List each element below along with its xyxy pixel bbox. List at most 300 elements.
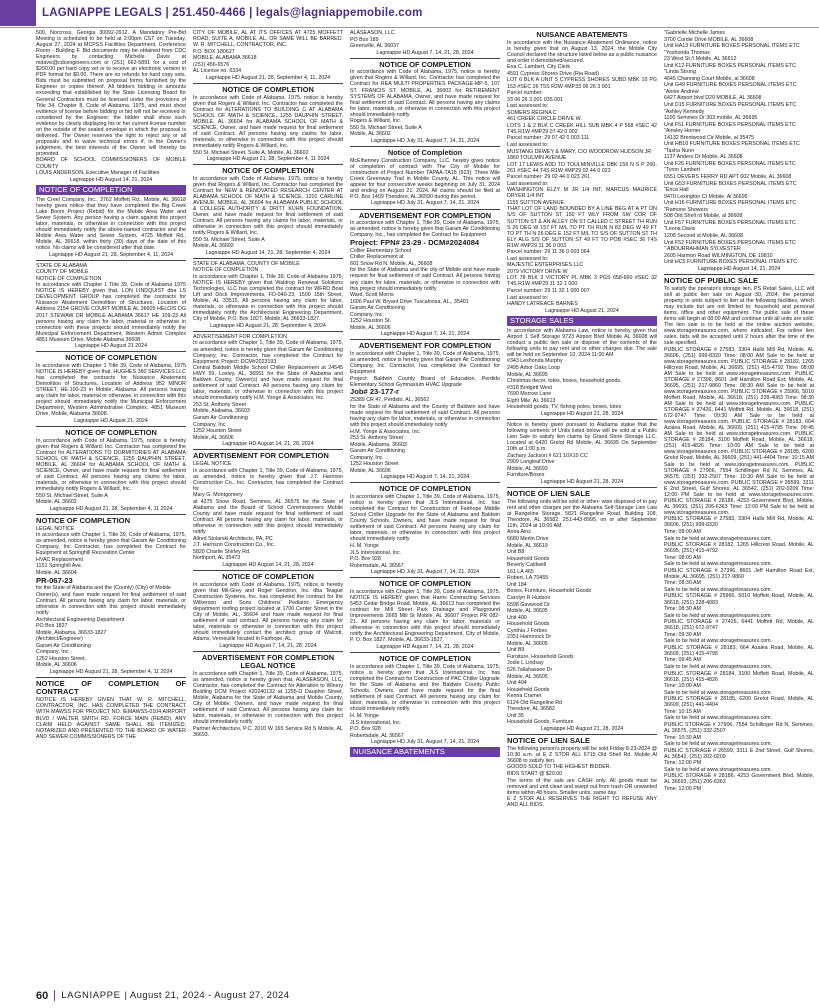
notice-heading: NOTICE OF COMPLETION OF CONTRACT <box>36 679 186 697</box>
notice-text: Time: 08:00 AM <box>664 529 701 536</box>
notice-text: Partner Architecture, P.C. 2010 W 165 Service Rd S Mobile, AL 36693. <box>193 726 343 739</box>
notice-text: (251) 456-6576 <box>193 61 230 68</box>
run-dates: Lagniappe HD August 21, 2024 <box>74 417 148 424</box>
notice-text: Kenna Cramer <box>507 693 542 700</box>
notice-heading: Notice of Completion <box>387 147 463 157</box>
notice-text: PUBLIC STORAGE # 27426, 6441 Moffett Rd, Mobile, AL 36618, (251) 672-9747 <box>664 619 814 632</box>
notice-text: MOBILE, ALABAMA 36618 <box>193 55 257 62</box>
notice-text: In accordance with Chapter 1, Title 39, Code of Alabama, 1975, as amended, notice is hereby given that Garam Air Conditioning Company, Inc., has completed the Contract for Equipment <box>350 220 500 239</box>
notice-text: Mobile, Alabama, 36603 <box>350 441 407 448</box>
column-2 <box>193 30 343 980</box>
notice-text: Sale to be held at www.storagetreasures.com. <box>664 535 773 542</box>
notice-text: Last assessed to: <box>507 294 549 301</box>
notice-heading: NOTICE OF COMPLETION <box>222 84 314 94</box>
notice-text: LOTS 1 & 2 BLK C CREEK HILL SUB MBK 4 P 568 #SEC 42 T4S R1W #MP29 07 42 0 002 <box>507 122 657 135</box>
notice-text: Eight Mile, AL 36613 <box>507 397 556 404</box>
notice-text: #343 Leshonda Murphy <box>507 358 563 365</box>
notice-text: "Ashley Kennedy <box>664 108 705 115</box>
notice-heading: NOTICE OF LIEN SALE <box>507 735 591 745</box>
notice-text: 23 West St // Mobile, AL 36612 <box>664 56 737 63</box>
notice-text: Collier Elementary School <box>350 247 411 254</box>
notice-heading: NOTICE OF COMPLETION <box>379 59 471 69</box>
notice-text: PO Box 189 <box>350 36 379 43</box>
notice-divider <box>193 331 343 332</box>
notice-text: Mobile, Alabama, 36603 <box>193 408 250 415</box>
notice-text: Unit F52 FURNITURE BOXES PERSONAL ITEMS ETC <box>664 239 796 246</box>
notice-text: 550 St. Michael Street, Suite A <box>350 124 422 131</box>
notice-text: PO Box 1827 <box>36 623 68 630</box>
notice-text: "Ainsley Horner <box>664 128 701 135</box>
notice-divider <box>350 58 500 59</box>
notice-divider <box>507 734 657 735</box>
notice-text: Unit 184 <box>507 581 527 588</box>
notice-text: 161 LA 465 <box>507 568 534 575</box>
notice-text: Unit G49 FURNITURE BOXES PERSONAL ITEMS ETC <box>664 82 797 89</box>
notice-text: PUBLIC STORAGE # 28182, 1265 Hillcrest Road, Mobile, AL 36695, (251) 415-4792 <box>664 542 814 555</box>
notice-text: BIDS START @ $20.00 <box>507 771 563 778</box>
notice-text: The following units will be sold or other- wise disposed of to pay rent and other charges per the Alabama Self-Storage Lien Law at Rangeline Storage, 5821 Rangeline Road, Building 108, Theodore, AL 36582, 251-443-8995, on or after September 11th, 2024 at 10:00 AM. <box>507 498 657 529</box>
notice-text: 6551 DEVERS FERRY RD APT 602 Mobile, AL 36608 <box>664 174 792 181</box>
notice-text: GOODS SOLD TO THE HIGHEST BIDDER. <box>507 764 612 771</box>
notice-text: Unit D15 FURNITURE BOXES PERSONAL ITEMS ETC <box>664 102 797 109</box>
notice-text: Time: 10:15 AM <box>664 708 701 715</box>
notice-heading: PR-067-23 <box>36 575 73 585</box>
notice-text: The following person's property will be sold Friday 8-23-2024 @ 10:30 a.m. at E Z STOR ALL 6715 Old Shell Rd. Mobile Al 36608 to satisfy lien. <box>507 745 657 764</box>
notice-text: CITY OF MOBILE, AL AT ITS OFFICES AT 4725 MOFFETT ROAD, SUITE A, MOBILE, AL. OR SAME WILL BE BARRED. W. R. MITCHELL, CONTRACTOR, INC. <box>193 30 343 49</box>
notice-text: PUBLIC STORAGE # 26599, 3311 E 2nd Street, Gulf Shores, AL 36542, (251) 202-0209 <box>664 747 814 760</box>
notice-text: Jodie L Lindsay <box>507 660 544 667</box>
notice-text: Time: 09:30 AM <box>664 631 701 638</box>
run-dates: Lagniappe HD August 14, 21, 28, September 4, 2024 <box>205 249 331 256</box>
notice-text: 5820 Charlie Shirley Rd. <box>193 548 251 555</box>
notice-text: Sale to be held at www.storagetreasures.com. <box>664 664 773 670</box>
page-header <box>0 0 819 26</box>
notice-text: NOTICE IS HEREBY GIVEN THAT W. R. MITCHELL, CONTRACTOR, INC. HAS COMPLETED THE CONTRACT WITH MAWSS FOR PROJECT NO. IEMAWSS-0104 AIRPORT BLVD / WALTER SMITH RD. FORCE MAIN (REBID). ANY CLAIM HELD AGAINST SAME SHALL BE ITEMIZED, NOTARIZED AND PRESENTED TO THE BOARD OF WATER AND SEWER COMMISSIONERS OF THE <box>36 697 186 740</box>
notice-text: In accordance with Code of Alabama, 1975, notice is hereby given that Rogers & Willard, Inc. Contractor has completed the Contract for ALTERATIONS TO BUILDING C AT ALABAMA SCHOOL OF MATH & SCIENCE, 1255 DAUPHIN STREET, MOBILE, AL 36604 for ALABAMA SCHOOL OF MATH & SCIENCE, Owner, and have made request for final settlement of said Contract. All persons having any claims for labor, materials, or otherwise in connection with this project should immediately notify Rogers & Willard, Inc. <box>193 94 343 149</box>
notice-text: Time: 12:00 PM <box>664 785 702 792</box>
header-text: LAGNIAPPE LEGALS | 251.450-4466 | legals@lagniappemobile.com <box>42 7 423 19</box>
notice-divider <box>507 487 657 488</box>
notice-divider <box>36 351 186 352</box>
notice-text: 2605 Harmon Road WILMINGTON, DE 19810 <box>664 252 773 259</box>
notice-heading: NOTICE OF COMPLETION <box>379 653 471 663</box>
notice-text: Mobile, AL 36605 <box>507 640 548 647</box>
notice-text: PUBLIC STORAGE # 27396, 8601 Jeff Hamilton Road Ext, Mobile, AL 36695, (251) 217-9860 <box>664 567 814 580</box>
notice-text: McElhenney Construction Company, LLC. hereby gives notice of completion of contract with The City of Mobile for construction of Project Number TAPAA-TA18 (923): Three Mile Creek Greenway Trail in Mobile County, AL. This notice will appear for four consecutive weeks beginning on July 31, 2024 and ending on August 21, 2024. All claims should be filed at P.O. Box 1409 Theodore, AL 36590 during this period. <box>350 157 500 200</box>
notice-text: #318 Bridgett West <box>507 384 552 391</box>
run-dates: Lagniappe HD August 7, 14, 21, 2024 <box>380 331 470 338</box>
notice-text: Mobile, AL 36606 <box>350 467 391 474</box>
notice-text: 1860 TOULMIN AVENUE <box>507 155 567 162</box>
notice-divider <box>350 209 500 210</box>
notice-text: Sale to be held at www.storagetreasures.com. <box>664 741 773 748</box>
notice-text: Household Goods <box>507 555 550 562</box>
notice-text: P.O. BOX 180627 <box>193 48 235 55</box>
notice-text: Christmas decor, totes, boxes, household goods. <box>507 378 622 385</box>
notice-text: Anna Ainz <box>507 529 531 536</box>
notice-text: In accordance with Chapter 1, Title 39, Code of Alabama 1975, NOTICE IS HEREBY given that Waldrop Renewal Solutions Technologies, LLC has completed the contract for WFRD Boat Lift and Dock Improvements, FD-040-23, 1500 15th Street, Mobile, AL 33515. All persons having any claim for labor, materials, or otherwise in connection with this project should immediately notify the Architectural Engineering Department, City of Mobile, P.O. Box 1827, Mobile, AL 36633-1827. <box>193 274 343 323</box>
notice-text: PUBLIC STORAGE # 28184, 3100 Moffett Road, Mobile, AL 36618, (251) 415-4826 <box>664 670 814 683</box>
notice-divider <box>193 83 343 84</box>
notice-text: Mobile, AL 36606 <box>193 434 234 441</box>
notice-text: Mobile, AL 36693 <box>507 465 548 472</box>
notice-text: 1151 Springhill Ave. <box>36 563 83 570</box>
notice-text: 6598 Gavwood Dr <box>507 601 550 608</box>
notice-text: Sale to be held at www.storagetreasures.com. <box>664 689 773 696</box>
notice-text: Last assessed to: <box>507 255 549 262</box>
notice-text: In accordance with Chapter 1 Title 39, Code of Alabama, 1975 NOTICE IS HEREBY given that, HUGHES 360 SERVICES LLC has completed the contracts for Nuisance Abatement Demolition of Structures, Location of Address 952 MINOR STREET, HE-100-23 in Mobile, Alabama. All persons having any claim for labor, material or otherwise, in connection with this project should immediately notify the Municipal Enforcement Department, Western Administrative Complex, 4851 Museum Drive, Mobile, Alabama 36608. <box>36 363 186 418</box>
notice-text: Time: 09:45 AM <box>664 657 701 664</box>
notice-text: HANDY LATREACE BARNES <box>507 301 578 308</box>
notice-text: Mobile, AL 36619 <box>507 542 548 549</box>
notice-text: In accordance with Chapter 1, Title 39, Code of Alabama, 1975, as amended, notice is hereby given that Garam Air Conditioning Company, Inc Contractor, has completed the Contract for Equipment at Springhill Recreation Center <box>36 532 186 557</box>
notice-text: 1252 Houston St. <box>350 318 391 325</box>
notice-text: Parcel number: <box>507 90 543 97</box>
notice-text: Unit 404 <box>507 680 527 687</box>
notice-text: 1252 Houston Street, <box>36 655 87 662</box>
notice-text: MAJESTIC ENTERPRISES LLC <box>507 262 584 269</box>
notice-text: In accordance with Chapter 1, Title 39, Code of Alabama, 1975, as amended, notice is hereby given that Garam Air Conditioning Company, Inc. Contractor, has completed the Contract for Equipment <box>350 351 500 376</box>
run-dates: Lagniappe HD August 7, 14, 21, 2024 <box>380 474 470 481</box>
notice-text: In accordance with Chapter 1, Title 39, Code of Alabama, 1975, as amended, notice is hereby given that J.T. Harrison Construction Co., Inc. Contractor, has completed the Contract for <box>193 467 343 492</box>
notice-text: SOMERS REGINA C <box>507 109 557 116</box>
notice-text: Unit 35 <box>507 712 524 719</box>
notice-text: Mobile, AL 36606 <box>36 662 77 669</box>
notice-text: for the State of Alabama and the Baldwin County Public Schools, Owners, and have made request for the final settlement of said Contract. All persons having any claim for labor, materials, or otherwise in connection with this project should immediately notify <box>350 682 500 713</box>
notice-text: Garam Air Conditioning <box>350 305 405 312</box>
run-dates: Lagniappe HD August 7, 14, 21, 28, 2024 <box>219 642 317 649</box>
notice-text: Mobile, AL 36604 <box>36 569 77 576</box>
notice-text: (Architect/Engineer) <box>36 636 83 643</box>
footer-masthead: LAGNIAPPE <box>61 990 121 1001</box>
notice-text: Unit F57 FURNITURE BOXES PERSONAL ITEMS ETC <box>664 219 796 226</box>
notice-text: In accordance with Chapter 1 Title 39, Code of Alabama 1975 NOTICE IS HEREBY given that, LON LINDQUIST dba LS DEVELOPMENT GROUP has completed the contracts for Nuisance Abatement Demolition of Structures, Location of Address 2154 GROVE COURT MOBILE AL 36605 HELOIS DG 2017 STEWAW DR MOBILE ALABAMA 36617 HE 109-23 All persons having any claim for labor, material or otherwise in connection with these projects should immediately notify the Municipal Enforcement Department, Western Admin Complex 4851 Museum Drive, Mobile Alabama 36608 <box>36 282 186 343</box>
run-dates: Lagniappe HD August 14, 21, 2024 <box>69 176 153 183</box>
notice-text: 3700 Cordie Drive MOBILE, AL 36608 <box>664 36 754 43</box>
run-dates: Lagniappe HD August 21, 28, September 4, 11, 2024 <box>48 251 174 258</box>
notice-text: Boxes, Furniture, Household Goods <box>507 588 592 595</box>
notice-text: Time: 08:00 AM <box>664 554 701 561</box>
notice-text: Sale to be held at www.storagetreasures.com. <box>664 715 773 722</box>
notice-text: 14132 Brentwood Cir Mobile, al 35475 <box>664 134 755 141</box>
notice-text: "Tasha Nunn <box>664 147 695 154</box>
notice-text: Mobile, AL 36602 <box>193 243 234 250</box>
notice-text: AL License no. 6334 <box>193 68 242 75</box>
notice-text: ALASEASON, LLC <box>350 30 395 36</box>
notice-text: 1100 Semmes Dr 303 mobile, AL 36695 <box>664 115 758 122</box>
notice-text: 4591 Cypress Shores Drive (Ria Road) <box>507 70 599 77</box>
notice-text: In accordance with Code of Alabama, 1975, notice is hereby given that Mil-Grey and Roger Gendron, Inc. dba Teague Construction Systems, Inc. has completed the contract for the Wilkerson and Sons Childrens' Pediatric Emergency department roofing project located at 1700 Center Street in the City of Mobile, AL, 36604 and have made request for final settlement of said contract. All persons having any claim for labor, materials or otherwise in connection with this project should immediately contact the architect group of Walcott, Adams, Verneuille located in Fairhope, AL. <box>193 581 343 643</box>
column-4 <box>507 30 657 980</box>
notice-text: for the State of Alabama and the (County) (City) of Mobile <box>36 585 171 592</box>
notice-text: 4645 Channing Court Mobile, al 36608 <box>664 75 755 82</box>
notice-heading: NOTICE OF COMPLETION <box>222 571 314 581</box>
notice-text: Parcel number: 29 11 32 1 000 007 <box>507 288 590 295</box>
notice-text: Time: 10:00 AM <box>664 683 701 690</box>
notice-text: Last assessed to: <box>507 141 549 148</box>
page-number: 60 <box>36 989 49 1002</box>
notice-text: In accordance with Code of Alabama, 1975, notice is hereby given that Rogers & Willard, Inc. Contractor has completed the Contract for ALTERATIONS TO DORMITORIES AT ALABAMA SCHOOL OF MATH & SCIENCE, 1255 DAUPHIN STREET, MOBILE, AL 36604 for ALABAMA SCHOOL OF MATH & SCIENCE, Owner, and have made request for final settlement of said Contract. All persons having any claims for labor, materials, or otherwise in connection with this project should immediately notify Rogers & Willard, Inc. <box>36 437 186 493</box>
notice-text: 2079 VICTORY DRIVE W <box>507 268 568 275</box>
notice-text: Unit B9 <box>507 647 525 654</box>
notice-divider <box>350 339 500 340</box>
notice-text: Sale to be held at www.storagetreasures.com. <box>664 638 773 645</box>
notice-text: "Linda Strong <box>664 69 696 76</box>
section-banner: NUISANCE ABATEMENTS <box>350 747 500 757</box>
notice-text: "Erica Hall <box>664 187 689 194</box>
notice-divider <box>507 419 657 420</box>
footer-date: | August 21, 2024 - August 27, 2024 <box>124 990 290 1001</box>
notice-text: "Annie Andrew <box>664 88 699 95</box>
run-dates: Lagniappe HD August 7, 14, 21, 28, 2024 <box>376 49 474 56</box>
notice-text: Mary G. Montgomery <box>193 492 243 499</box>
notice-text: 1252 Houston Street <box>193 428 242 435</box>
notice-text: H.M. Yonge & Associates, Inc. <box>350 428 421 435</box>
notice-text: JLS International, Inc. <box>350 719 402 726</box>
notice-text: Unit HB10 FURNITURE BOXES PERSONAL ITEMS ETC <box>664 141 800 148</box>
run-dates: Lagniappe HD July 31, August 7, 14, 21, 2024 <box>370 200 480 207</box>
notice-text: Furniture, Household Goods <box>507 653 574 660</box>
notice-text: Robertsdale, AL 36567 <box>350 562 404 569</box>
notice-text: Greenville, AL 36037 <box>350 43 399 50</box>
run-dates: Lagniappe HD August 14, 21, 28, 2024 <box>222 441 314 448</box>
notice-text: Company, Inc. <box>350 311 384 318</box>
column-3 <box>350 30 500 980</box>
notice-text: 33 06 26 3 001 035.001 <box>507 96 563 103</box>
notice-text: LEGAL NOTICE <box>36 525 75 532</box>
notice-text: Sale to be held at www.storagetreasures.com. <box>664 561 773 568</box>
notice-text: Parcel number: 29 02 44 0 023 261 <box>507 174 591 181</box>
notice-text: Owner(s), and have made request for final settlement of said Contract. All persons having any claim for labor, materials, or otherwise in connection with this project should immediately notify <box>36 591 186 617</box>
notice-divider <box>36 514 186 515</box>
run-dates: Lagniappe HD August 21, 28, 2024 <box>540 725 624 732</box>
column-1 <box>36 30 186 980</box>
notice-text: In accordance with Code of Alabama, 1975, notice is hereby given that Rogers & Willard, Inc. Contractor has completed the Contract for NEW & RENOVATED RESEARCH CENTER AT ALABAMA SCHOOL OF MATH & SCIENCE, 1201 CARLINE AVENUE, MOBILE, AL 36604 for ALABAMA PUBLIC SCHOOL & COLLEGE AUTHORITY & DRITT KUHN FOUNDATION, Owner, and have made request for final settlement of said Contract. All persons having any claims for labor, materials, or otherwise in connection with this project should immediately notify Rogers & Willard, Inc. <box>193 175 343 237</box>
notice-divider <box>193 258 343 259</box>
notice-text: 1137 Anders Dr Mobile, AL 36608 <box>664 154 743 161</box>
notice-text: Household Goods <box>507 621 550 628</box>
notice-text: Cynthia J Forbes <box>507 627 548 634</box>
notice-heading: ADVERTISEMENT FOR COMPLETION <box>358 210 492 220</box>
notice-text: Zachary Jackson # 621 10X10 CC <box>507 452 588 459</box>
notice-text: Unit K12 FURNITURE BOXES PERSONAL ITEMS ETC <box>664 62 796 69</box>
notice-text: In accordance with Chapter 1, Title 39, Code of Alabama, 1975, as amended, notice is hereby given that Garam Air Conditioning Company, Inc. Contractor, has completed the Contract for Equipment; Project: DCM#2023193 <box>193 340 343 365</box>
notice-text: 2909 Longleaf Drive <box>507 459 555 466</box>
notice-heading: ADVERTISEMENT FOR COMPLETION <box>358 341 492 351</box>
notice-text: In accordance with Chapter 1, Title 39, Code of Alabama, 1975, notice is hereby given that JLS International, Inc. has completed the Contract for Construction of Fairhope Middle School Chiller Upgrade for the State of Alabama and Baldwin County Schools, Owners, and have made request for final settlement of said Contract. All persons having any claim for labor, materials, or otherwise in connection with this project should immediately notify <box>350 494 500 543</box>
legal-notices-columns <box>36 30 816 980</box>
notice-text: 2495 Arbor Oaks Loop <box>507 365 561 371</box>
run-dates: Lagniappe HD August 21, 28, 2024 <box>540 410 624 417</box>
notice-divider <box>350 577 500 578</box>
notice-text: 500, Norcross, Georgia 30092-2912. A Mandatory Pre-Bid Meeting is scheduled to be held at 2:00pm CST on Tuesday, August 27, 2024 at MCPSS Facilities Department, Conference Room - Building F. Bid documents may be obtained from CDC Engineers by contacting Michelle Davis at mdavis@cdcengineers.com or (251) 662-5891 for a cost of $200.00 per hard copy set or to receive an electronic version in PDF format for $0.00. There are no refunds for hard copy sets. Bids must be submitted on proposal forms furnished by the Engineer or copies thereof. All bidders bidding in amounts exceeding that established by the State Licensing Board for General Contractors must be licensed under the provisions of Title 34, Chapter 8, Code of Alabama, 1975, and must show evidence of license before bidding or bid will not be received or considered by the Engineer; the bidder shall show such evidence by clearly displaying his or her current license number on the outside of the sealed envelope in which the proposal is delivered. The Owner reserves the right to reject any or all proposals and to waive technical errors if, in the Owner's judgement, the best interests of the Owner will thereby be promoted. <box>36 30 186 157</box>
notice-text: Unit G53 FURNITURE BOXES PERSONAL ITEMS ETC <box>664 180 797 187</box>
notice-text: Unit HC5 FURNITURE BOXES PERSONAL ITEMS ETC <box>664 259 798 266</box>
notice-text: Mobile, AL 36605 <box>507 673 548 680</box>
notice-divider <box>350 482 500 483</box>
page-footer <box>0 983 819 1008</box>
notice-text: Unit B8 <box>507 549 525 556</box>
notice-text: PUBLIC STORAGE # 28185, 6200 Grelot Road, Mobile, AL 36609, (251) 441-4404 <box>664 696 814 709</box>
notice-text: Unit F51 FURNITURE BOXES PERSONAL ITEMS ETC <box>664 121 796 128</box>
notice-text: J.T. Harrison Construction Co., Inc. <box>193 542 276 549</box>
column-5 <box>664 30 814 980</box>
notice-heading: NOTICE OF COMPLETION <box>379 484 471 494</box>
notice-text: 601 Snow Rd N, Mobile, AL, 36608 <box>350 260 433 267</box>
notice-subheading: LEGAL NOTICE <box>240 661 296 671</box>
notice-text: 508 Old Shell rd Mobile, al 36608 <box>664 213 743 220</box>
notice-text: Central Baldwin Middle School Chiller Replacement at 24545 HWY 59, Loxley, AL, 36551 for the State of Alabama and Baldwin County, Owner(s) and have made request for final settlement of said Contract. All persons having any claim for labor, materials, or otherwise in connection with this project should immediately notify H.M. Yonge & Associates, Inc. <box>193 365 343 402</box>
notice-text: NOTICE OF COMPLETION <box>193 267 259 274</box>
notice-text: Mobile, AL 36602 <box>36 499 77 506</box>
notice-text: E Z STOR ALL RESERVES THE RIGHT TO REFUSE ANY AND ALL BIDS. <box>507 796 657 809</box>
run-dates: Lagniappe HD August 21, 28, 2024 <box>540 478 624 485</box>
notice-text: Architectural Engineering Department <box>36 616 125 623</box>
notice-text: Last assessed to: <box>507 103 549 110</box>
notice-text: 253 St. Anthony Street <box>350 435 404 442</box>
notice-text: Ward, Scott Morris <box>350 292 394 299</box>
notice-text: 25389 CR 47, Perdido, AL, 36562 <box>350 397 430 404</box>
notice-text: NOTICE OF COMPLETION <box>36 275 102 282</box>
notice-text: MUSTANG DEWEY & MARY, C/O WOODROW HUDSON JR <box>507 148 652 155</box>
notice-text: 550 St. Michael Street, Suite A <box>36 492 108 499</box>
notice-text: 461 CREEK CIRCLE DRIVE W. <box>507 116 582 123</box>
run-dates: Lagniappe HD August 21 2024 <box>74 343 148 350</box>
notice-text: Theodore, AL 36582 <box>507 706 555 713</box>
notice-text: JLS International, Inc. <box>350 549 402 556</box>
notice-heading: ADVERTISEMENT FOR COMPLETION <box>201 652 335 662</box>
notice-text: Company, Inc. <box>193 421 227 428</box>
notice-text: Time: 08:30 AM <box>664 580 701 587</box>
notice-text: Chiller Replacement at <box>350 254 404 261</box>
notice-text: Time: 08:30 AM <box>664 606 701 613</box>
notice-text: LEGAL NOTICE <box>193 461 232 468</box>
notice-text: To satisfy the operator's storage lien, PS Retail Sales, LLC will sell at public lien sale on August 30, 2024, the personal property in units subject to lien at the following facilities, which may include but are not limited to: household and personal items, office and other equipment. The public sale of these items will begin at 08:00 AM and continue until all units are sold. The lien sale is to be held at the online auction website, www.storagetreasures.com, where indicated. For online lien sales, bids will be accepted until 2 hours after the time of the sale specified. <box>664 285 814 347</box>
notice-text: Furniture/Boxes <box>507 472 545 479</box>
notice-heading: NOTICE OF COMPLETION <box>65 353 157 363</box>
section-banner: STORAGE SALES <box>507 316 657 326</box>
notice-text: P.O. Box 928 <box>350 556 381 563</box>
notice-text: Sale to be held at www.storagetreasures.com. <box>664 766 773 773</box>
run-dates: Lagniappe HD August 21, 28, September 4, 11, 2024 <box>205 74 331 81</box>
notice-heading: Project: FPN# 23-29 - DCM#2024084 <box>350 237 480 247</box>
notice-text: In accordance with the Nuisance Abatement Ordinance, notice is hereby given that on August 13, 2024, the Mobile City Council declared the structure listed below as a public nuisance and order it demolished/secured. <box>507 39 657 64</box>
notice-text: STATE OF ALABAMA, COUNTY OF MOBILE <box>193 260 300 267</box>
notice-text: PUBLIC STORAGE # 27583, 3304 Halls Mill Rd, Mobile, AL 36606, (251) 999-8320 Time: 08:00 AM Sale to be held at www.storagetreasures.com. PUBLIC STORAGE # 28182, 1265 Hillcrest Road, Mobile, AL 36695, (251) 415-4792 Time: 08:00 AM Sale to be held at www.storagetreasures.com. PUBLIC STORAGE # 27396, 8601 Jeff Hamilton Road Ext, Mobile, AL 36695, (251) 217-9860 Time: 08:30 AM Sale to be held at www.storagetreasures.com. PUBLIC STORAGE # 25966, 5010 Moffett Road, Mobile, AL 36618, (251) 228-4083 Time: 08:30 AM Sale to be held at www.storagetreasures.com. PUBLIC STORAGE # 27426, 6441 Moffett Rd, Mobile, AL 36618, (251) 672-9747 Time: 09:30 AM Sale to be held at www.storagetreasures.com. PUBLIC STORAGE # 28183, 664 Azalea Road, Mobile, AL 36609, (251) 415-4795 Time: 09:45 AM Sale to be held at www.storagetreasures.com. PUBLIC STORAGE # 28184, 3100 Moffett Road, Mobile, AL 36618, (251) 415-4826 Time: 10:00 AM Sale to be held at www.storagetreasures.com. PUBLIC STORAGE # 28185, 6200 Grelot Road, Mobile, AL 36609, (251) 441-4404 Time: 10:15 AM Sale to be held at www.storagetreasures.com. PUBLIC STORAGE # 27906, 7554 Schillinger Rd N, Semmes, AL 36575, (251) 332-2507 Time: 10:30 AM Sale to be held at www.storagetreasures.com. PUBLIC STORAGE # 26599, 3311 E 2nd Street, Gulf Shores, AL 36542, (251) 202-0209 Time: 12:00 PM Sale to be held at www.storagetreasures.com. PUBLIC STORAGE # 28186, 4253 Government Blvd, Mobile, AL 36693, (251) 206-6363 Time: 12:00 PM Sale to be held at www.storagetreasures.com. <box>664 346 814 516</box>
notice-text: Garam Air Conditioning <box>193 415 248 422</box>
notice-text: 6427 Airport blvd D20 MOBILE, AL 36608 <box>664 95 762 102</box>
notice-text: Last assessed to: <box>507 180 549 187</box>
notice-text: Northport, AL 35473 <box>193 555 241 562</box>
notice-divider <box>36 426 186 427</box>
notice-text: PUBLIC STORAGE # 25966, 5010 Moffett Road, Mobile, AL 36618, (251) 228-4083 <box>664 593 814 606</box>
run-dates: Lagniappe HD August 21, 28, September 4, 11 2024 <box>49 505 173 512</box>
notice-text: Robert, LA 70455 <box>507 575 549 582</box>
notice-text: Project: Baldwin County Board of Education, Perdido Elementary School Gymnasium HVAC Upgrade <box>350 375 500 388</box>
notice-text: PUBLIC STORAGE # 28186, 4253 Government Blvd, Mobile, AL 36693, (251) 206-6363 <box>664 773 814 786</box>
notice-heading: NOTICE OF COMPLETION <box>222 166 314 176</box>
run-dates: Lagniappe HD July 31, August 7, 14, 21, 2024 <box>370 739 480 746</box>
notice-text: LOT 6 BLK A UNIT 5 CYPRESS SHORES SUBD MBK 10 PG 153 #SEC 26 T5S R2W #MP33 06 26 3 001 <box>507 77 657 90</box>
notice-text: Parcel number: 29 11 36 0 003 064 <box>507 249 590 256</box>
notice-divider <box>664 274 814 275</box>
notice-divider <box>36 677 186 678</box>
run-dates: Lagniappe HD July 31, August 7, 14, 21, 2024 <box>370 569 480 576</box>
run-dates: Lagniappe HD August 7, 14, 21, 28, 2024 <box>376 643 474 650</box>
notice-text: 1252 Houston Street <box>350 461 399 468</box>
notice-text: In accordance with Chapter 1, Title 39, Code of Alabama, 1975, NOTICE IS HEREBY given that Harris Contracting Services 5453 Cedar Bridge Road, Mobile, AL 36613 has completed the contract for Mill Street Park Drainage and Playground Improvements 2665 Mill St Mobile, AL 36607 Project PR 082-21. All persons having any claim for labor, materials or otherwise in connection with this project should immediately notify the Architectural Engineering Department, City of Mobile, P. O. Box 1827, Mobile, AL 36633-1827. <box>350 588 500 644</box>
notice-text: "Ramone Showers <box>664 206 708 213</box>
notice-text: Time: 12:00 PM <box>664 760 702 767</box>
notice-divider <box>193 570 343 571</box>
notice-text: Mobile, AL 36605 <box>507 608 548 615</box>
notice-divider <box>193 449 343 450</box>
notice-text: THAT LOT OF LAND BOUNDED BY A LINE BEG AT A PT ON S/S OF SUTTON ST 150 FT WLY FROM SW COR OF SUTTON ST & AN ALLEY ON ST CALLED C STREET TH RUN S 26 DEG W 157 FT M/L TO PT TH RUN N 83 DEG W 49 FT TO PT TH N 26 DEG E 152 FT M/L TO S/S OF SUTTON ST TH ELY ALG S/S OF SUTTON ST 49 FT TO POB #SEC 36 T4S R1W #MP29 11 36 0 003 <box>507 206 657 249</box>
run-dates: Lagniappe HD August 14, 21, 2024 <box>697 265 781 272</box>
notice-text: STATE OF ALABAMA <box>36 262 88 269</box>
notice-text: 253 St. Anthony Street <box>193 401 247 408</box>
notice-text: Allred Stolarski Architects, PA, PC <box>193 535 273 542</box>
notice-text: Unit 400 <box>507 614 527 621</box>
notice-text: 550 St. Michael Street, Suite A, Mobile, AL 36602 <box>193 149 309 156</box>
notice-text: PUBLIC STORAGE # 27906, 7554 Schillinger Rd N, Semmes, AL 36575, (251) 332-2507 <box>664 721 814 734</box>
notice-text: The terms of the sale are CASH only. All goods must be removed and unit clean and swept out from trash OR unwanted items within 48 hours. Smaller units, same day. <box>507 777 657 796</box>
notice-text: Company, Inc. <box>350 454 384 461</box>
notice-text: Unit HA13 FURNITURE BOXES PERSONAL ITEMS ETC <box>664 43 800 50</box>
notice-heading: Job# 23-177-r <box>350 387 399 397</box>
run-dates: Lagniappe HD July 31, August 7, 14, 21, 2024 <box>370 137 480 144</box>
notice-text: BOARD OF SCHOOL COMMISSIONERS OF MOBILE COUNTY <box>36 157 186 170</box>
notice-text: PUBLIC STORAGE # 28183, 664 Azalea Road, Mobile, AL 36609, (251) 415-4795 <box>664 644 814 657</box>
notice-text: LOUIS ANDERSON, Executive Manager of Facilities <box>36 170 160 177</box>
notice-text: Garam Air Conditioning <box>350 448 405 455</box>
notice-text: 1155 SUTTON AVENUE <box>507 199 565 206</box>
header-rule <box>0 27 819 28</box>
notice-text: Mobile, AL 36606 <box>350 324 391 331</box>
notice-text: for the State of Alabama and the County of Baldwin and have made request for final settlement of said Contract. All persons having any claim for labor, materials, or otherwise in connection with this project should immediately notify <box>350 403 500 429</box>
notice-heading: NOTICE OF PUBLIC SALE <box>664 275 759 285</box>
notice-text: The Creel Company, Inc., 3762 Moffett Rd., Mobile, AL 36618 hereby gives notice that they have completed the Big Creek Lake Boom Project (Rebid) for the Mobile Area Water and Sewer System. Any person having a claim against this project labor, materials, or otherwise in connection with this project should immediately notify the above-named contractor and the Mobile Area Water and Sewer System, 4725 Moffett Rd., Mobile, AL 36618, within thirty (30) days of the date of this notice. No claims will be considered after that date. <box>36 196 186 252</box>
footer-divider <box>54 990 55 1001</box>
notice-heading: NUISANCE ABATEMENTS <box>536 30 628 39</box>
notice-text: In accordance with Code of Alabama, 1975, notice is hereby given that Rogers & Willard, Inc. Contractor has completed the Contract for REA MULTI PROPERTIES PACKAGE-MP-5, 107 ST. FRANCIS ST. MOBILE, AL 36602 for RETIREMENT SYSTEMS OF ALABAMA, Owner, and have made request for final settlement of said Contract. All persons having any claims for labor, materials, or otherwise in connection with this project should immediately notify <box>350 69 500 118</box>
notice-text: Time: 10:30 AM <box>664 734 701 741</box>
notice-text: In accordance with Chapter 1, Title 39, Code of Alabama, 1975, notice is hereby given that JLS International, Inc. has completed the Contract for Construction of PAC Chiller Upgrade <box>350 663 500 682</box>
notice-text: Household goods, TV, fishing poles, boxes, totes <box>507 404 622 411</box>
notice-text: at 4275 Snow Road, Semmes, AL 36575 for the State of Alabama and the Board of School Commissioners Mobile County and have made request for final settlement of said Contract. All persons having any claim for labor, materials, or otherwise in connection with this project should immediately notify <box>193 498 343 536</box>
notice-text: 1606 Paul W. Bryant Drive Tuscaloosa, AL., 35401 <box>350 298 469 305</box>
notice-text: Garam Air Conditioning <box>36 642 91 649</box>
notice-text: "Gabrielle Michelle James <box>664 30 726 36</box>
notice-text: Notice is hereby given pursuant to Alabama statue that the following contents of Units listed below will be sold at a Public Lien Sale to satisfy lien claims by Grand Store Storage LLC. Located at 6420 Grelot Rd Mobile, AL 36695 On September 10th at 1:00 p.m. <box>507 421 657 453</box>
notice-text: In accordance with Alabama Law, notice is hereby given that Airport 1 Self Storage 9723 Airport Blvd Mobile AL 36608 will conduct a public lien sale or dispose of the contents of the following units to pay rent and or other charges due. The sale will be held on September 10, 2024 11:00 AM <box>507 327 657 358</box>
notice-text: H. M. Yonge <box>350 543 379 550</box>
notice-text: PUBLIC STORAGE # 27583, 3304 Halls Mill Rd, Mobile, AL 36606, (251) 999-8320 <box>664 516 814 529</box>
notice-text: " ABDURRAHMAN SYLVESTER <box>664 246 741 253</box>
notice-text: LOT 17 LEWIS ADD TO TOULMINVILLE DBK 156 N S P 260-261 #SEC 44 T4S R1W #MP29 02 44 0 023 <box>507 161 657 174</box>
notice-heading: NOTICE OF COMPLETION <box>379 579 471 589</box>
notice-text: "Yoshonda Thomas <box>664 49 710 56</box>
notice-divider <box>350 146 500 147</box>
run-dates: Lagniappe HD August 14, 21, 28, 2024 <box>222 561 314 568</box>
notice-text: 7690 Morrow Lane <box>507 391 552 398</box>
notice-heading: NOTICE OF LIEN SALE <box>507 488 591 498</box>
notice-divider <box>193 651 343 652</box>
notice-text: Mobile, AL 36602 <box>350 131 391 138</box>
notice-divider <box>193 164 343 165</box>
notice-text: Robertsdale, AL 36567 <box>350 732 404 739</box>
notice-heading: NOTICE OF COMPLETION <box>65 427 157 437</box>
